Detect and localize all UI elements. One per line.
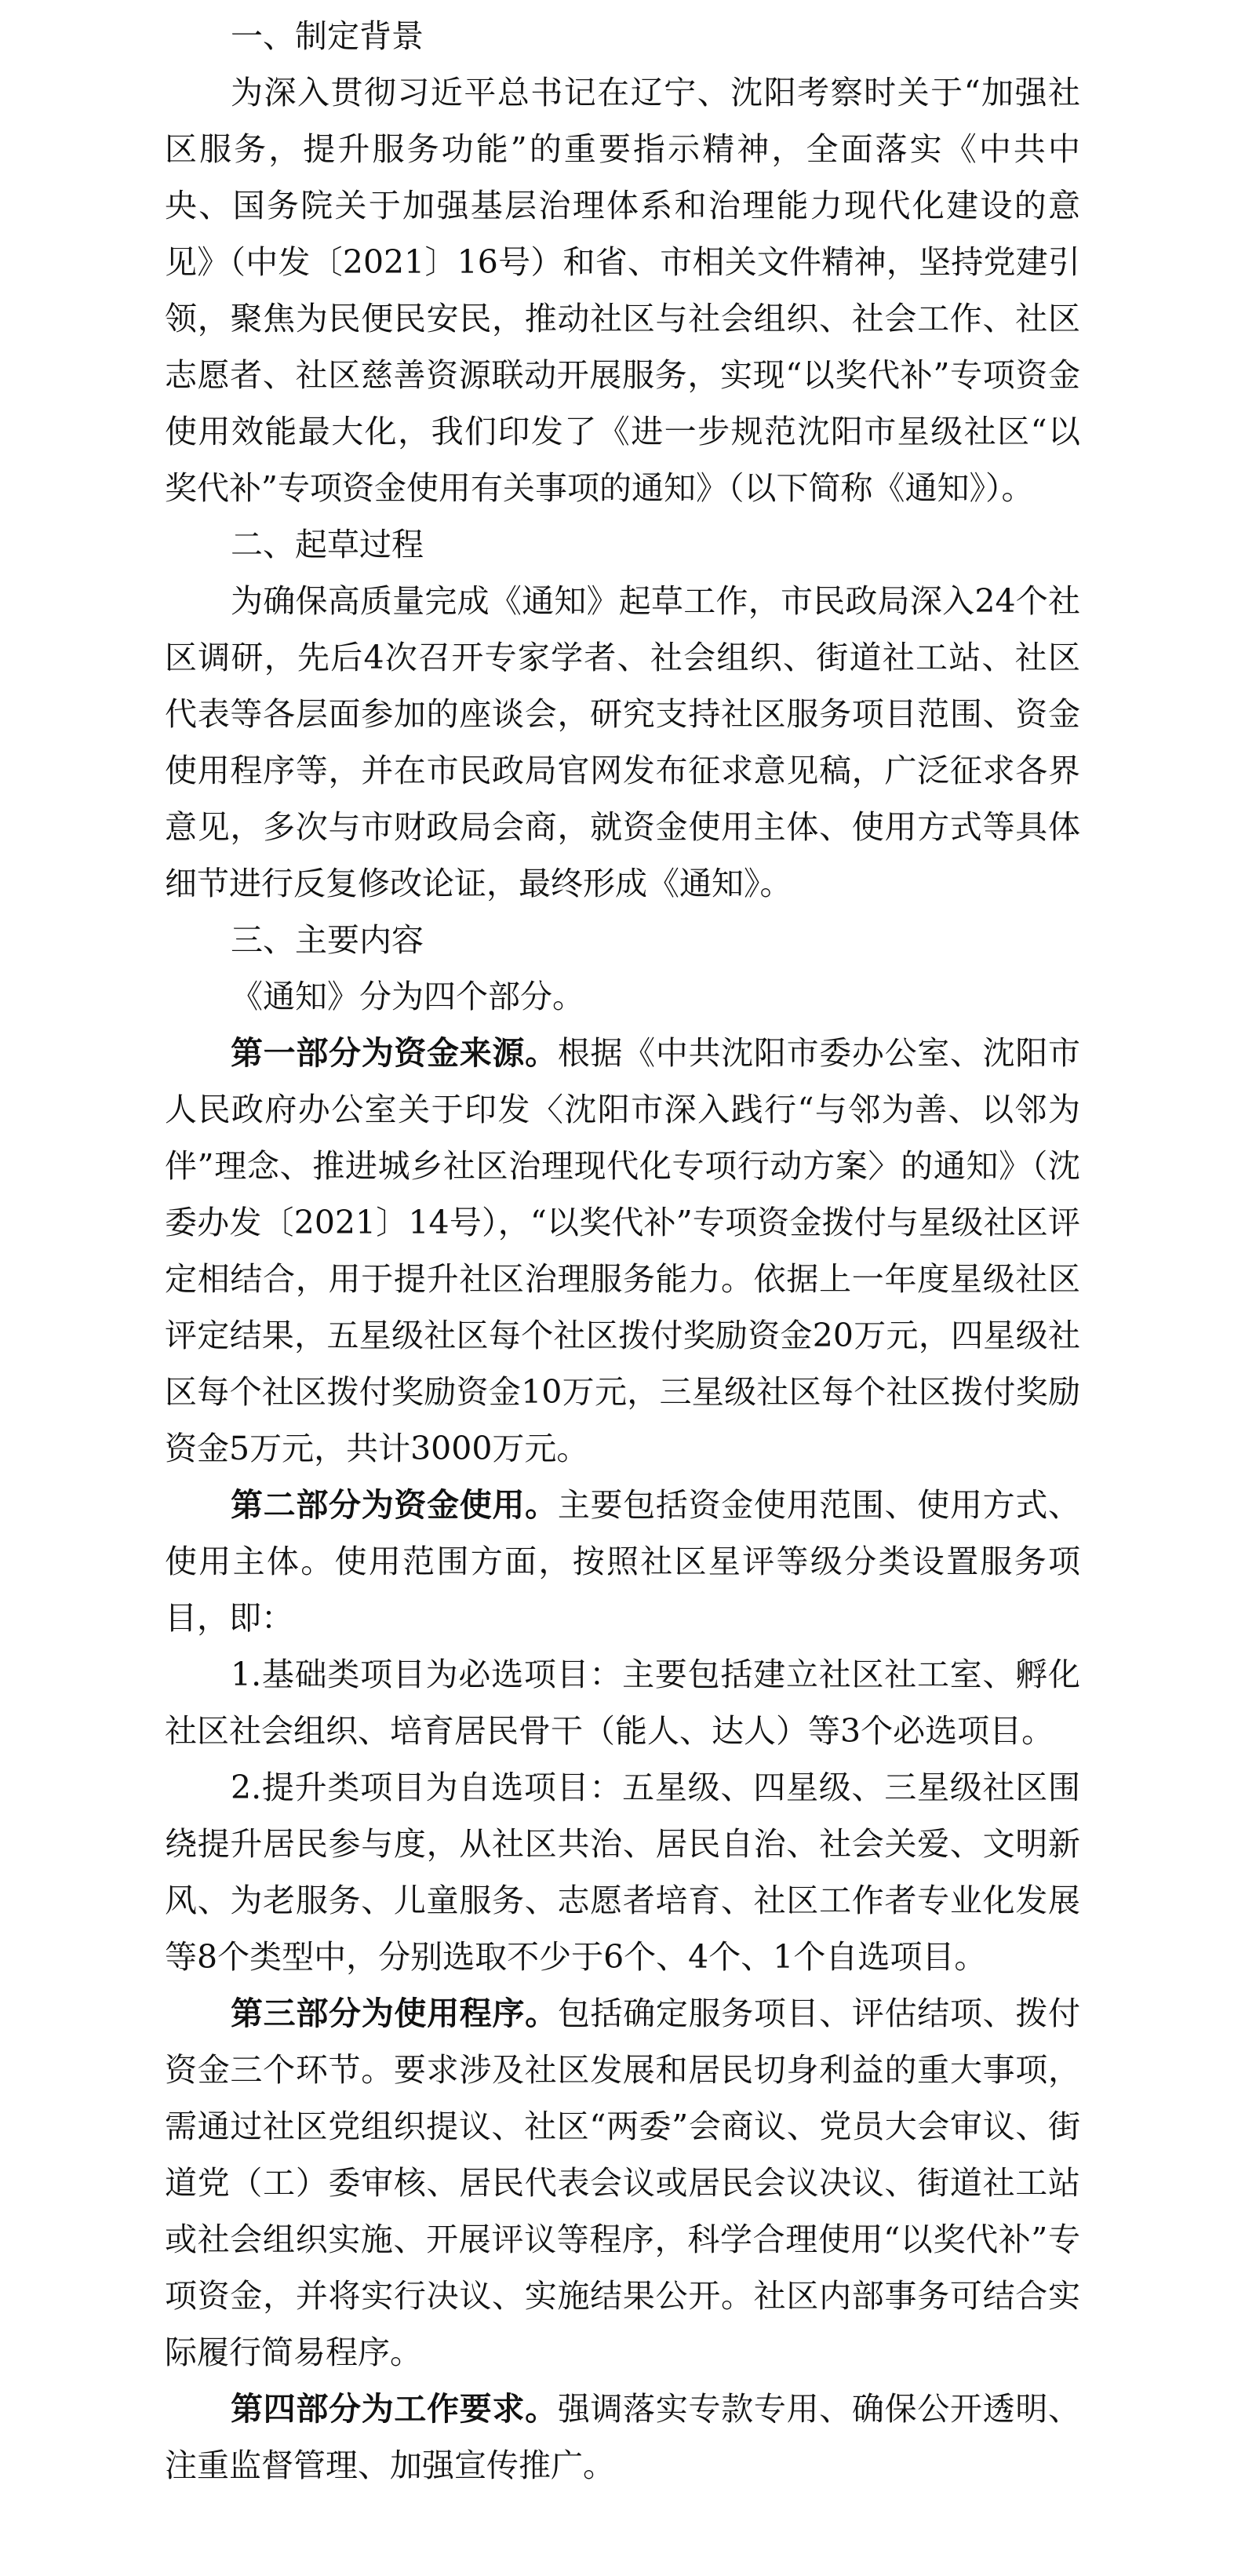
paragraph-lead: 第三部分为使用程序。 — [231, 1995, 558, 2032]
paragraph-text: 为确保高质量完成《通知》起草工作，市民政局深入24个社区调研，先后4次召开专家学者、社会组织、街道社工站、社区代表等各层面参加的座谈会，研究支持社区服务项目范围、资金使用程序等，并在市民政局官网发布征求意见稿，广泛征求各界意见，多次与市财政局会商，就资金使用主体、使用方式等具体细节进行反复修改论证，最终形成《通知》。 — [165, 582, 1080, 902]
paragraph-drafting — [165, 573, 1080, 912]
paragraph-part-two — [165, 1477, 1080, 1646]
paragraph-text: 2.提升类项目为自选项目：五星级、四星级、三星级社区围绕提升居民参与度，从社区共治、居民自治、社会关爱、文明新风、为老服务、儿童服务、志愿者培育、社区工作者专业化发展等8个类型中，分别选取不少于6个、4个、1个自选项目。 — [165, 1769, 1080, 1976]
paragraph-lead: 第一部分为资金来源。 — [231, 1034, 558, 1072]
paragraph-item-advanced — [165, 1759, 1080, 1985]
paragraph-part-three — [165, 1985, 1080, 2381]
paragraph-text: 根据《中共沈阳市委办公室、沈阳市人民政府办公室关于印发〈沈阳市深入践行“与邻为善、以邻为伴”理念、推进城乡社区治理现代化专项行动方案〉的通知》（沈委办发〔2021〕14号），“以奖代补”专项资金拨付与星级社区评定相结合，用于提升社区治理服务能力。依据上一年度星级社区评定结果，五星级社区每个社区拨付奖励资金20万元，四星级社区每个社区拨付奖励资金10万元，三星级社区每个社区拨付奖励资金5万元，共计3000万元。 — [165, 1034, 1081, 1467]
section-heading-content: 三、主要内容 — [231, 921, 424, 959]
section-heading-drafting: 二、起草过程 — [231, 526, 424, 563]
paragraph-part-one — [165, 1025, 1080, 1477]
paragraph-part-four — [165, 2381, 1080, 2494]
paragraph-lead: 第二部分为资金使用。 — [231, 1486, 558, 1524]
paragraph-text: 强调落实专款专用、确保公开透明、注重监督管理、加强宣传推广。 — [165, 2390, 1081, 2484]
paragraph-overview — [165, 968, 1080, 1025]
paragraph-background — [165, 64, 1080, 516]
paragraph-lead: 第四部分为工作要求。 — [231, 2390, 558, 2428]
paragraph-text: 主要包括资金使用范围、使用方式、使用主体。使用范围方面，按照社区星评等级分类设置服务项目，即： — [165, 1486, 1081, 1637]
paragraph-text: 为深入贯彻习近平总书记在辽宁、沈阳考察时关于“加强社区服务，提升服务功能”的重要指示精神，全面落实《中共中央、国务院关于加强基层治理体系和治理能力现代化建设的意见》（中发〔2021〕16号）和省、市相关文件精神，坚持党建引领，聚焦为民便民安民，推动社区与社会组织、社会工作、社区志愿者、社区慈善资源联动开展服务，实现“以奖代补”专项资金使用效能最大化，我们印发了《进一步规范沈阳市星级社区“以奖代补”专项资金使用有关事项的通知》（以下简称《通知》）。 — [165, 74, 1080, 507]
paragraph-item-basic — [165, 1646, 1080, 1759]
paragraph-text: 《通知》分为四个部分。 — [231, 978, 584, 1015]
section-heading-background: 一、制定背景 — [231, 17, 424, 55]
paragraph-text: 包括确定服务项目、评估结项、拨付资金三个环节。要求涉及社区发展和居民切身利益的重大事项，需通过社区党组织提议、社区“两委”会商议、党员大会审议、街道党（工）委审核、居民代表会议或居民会议决议、街道社工站或社会组织实施、开展评议等程序，科学合理使用“以奖代补”专项资金，并将实行决议、实施结果公开。社区内部事务可结合实际履行简易程序。 — [165, 1995, 1081, 2371]
paragraph-text: 1.基础类项目为必选项目：主要包括建立社区社工室、孵化社区社会组织、培育居民骨干（能人、达人）等3个必选项目。 — [165, 1656, 1080, 1750]
